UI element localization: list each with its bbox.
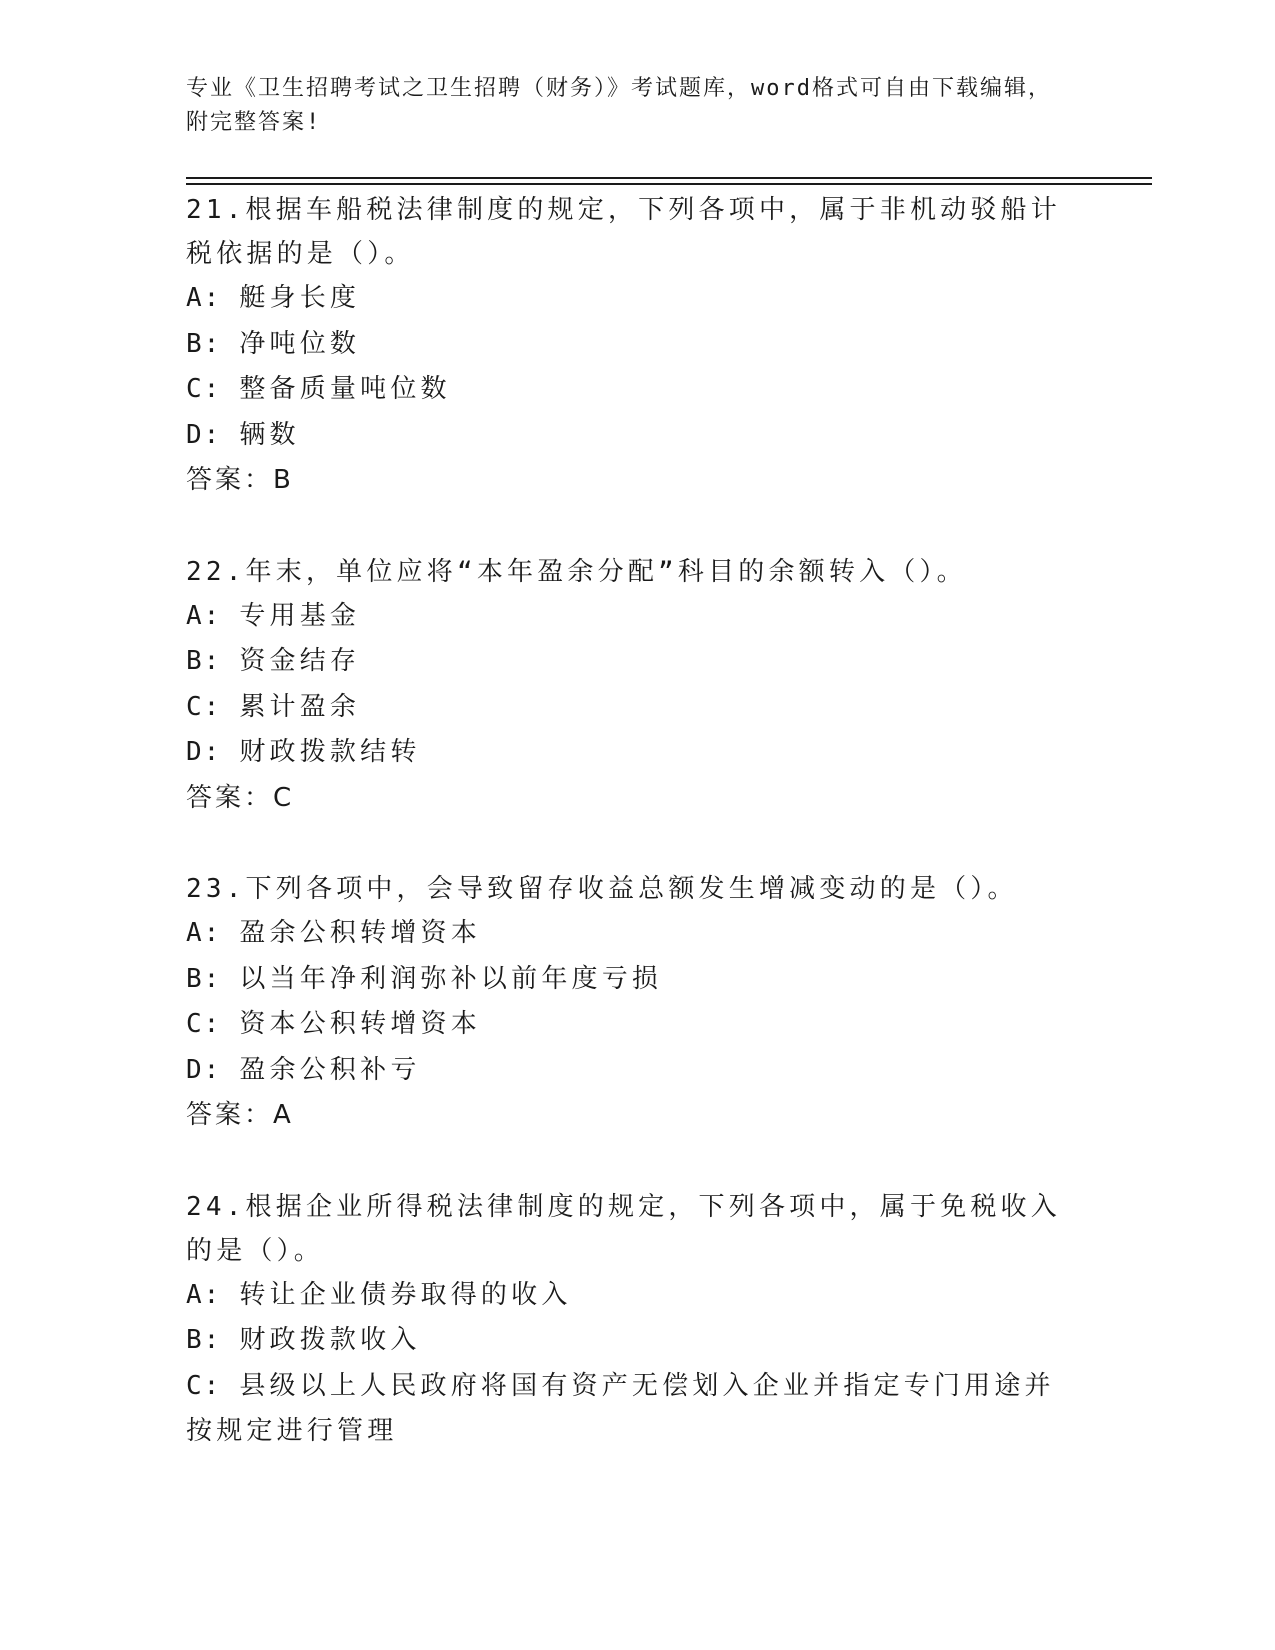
option-key: C: [186,374,222,404]
answer-line: 答案：B [186,465,294,495]
option-key: B: [186,963,222,994]
option-key: C: [186,1009,222,1039]
option-b [186,1318,1066,1364]
option-c [186,367,1066,413]
option-key: B: [186,328,222,359]
header-rule-bottom [186,183,1152,185]
option-text: 专用基金 [239,600,361,631]
option-text: 盈余公积补亏 [239,1054,421,1085]
option-key: D: [186,737,222,767]
option-key: B: [186,646,222,676]
question-21 [186,188,1066,504]
option-c [186,1364,1066,1455]
option-text: 财政拨款收入 [239,1325,421,1355]
option-text: 艇身长度 [239,283,361,313]
option-b [186,957,1066,1003]
question-list [186,188,1066,1501]
option-d [186,413,1066,459]
option-a [186,1273,1066,1319]
option-d [186,730,1066,776]
option-b [186,322,1066,368]
question-23 [186,867,1066,1139]
option-key: A: [186,918,222,948]
question-24 [186,1185,1066,1455]
option-key: C: [186,1370,222,1401]
option-key: A: [186,1279,222,1310]
question-22 [186,550,1066,822]
option-key: A: [186,600,222,631]
document-header: 专业《卫生招聘考试之卫生招聘（财务）》考试题库，word格式可自由下载编辑，附完整答案! [186,76,1052,135]
option-text: 盈余公积转增资本 [239,918,481,948]
option-key: A: [186,283,222,313]
option-text: 县级以上人民政府将国有资产无偿划入企业并指定专门用途并按规定进行管理 [186,1370,1055,1446]
option-a [186,276,1066,322]
option-a [186,594,1066,640]
option-b [186,639,1066,685]
question-stem: 23.下列各项中，会导致留存收益总额发生增减变动的是（）。 [186,874,1018,904]
option-a [186,911,1066,957]
option-text: 整备质量吨位数 [239,374,451,404]
option-key: C: [186,691,222,722]
option-text: 净吨位数 [239,328,361,359]
option-text: 财政拨款结转 [239,737,421,767]
option-c [186,685,1066,731]
option-text: 转让企业债券取得的收入 [239,1279,572,1310]
option-d [186,1048,1066,1094]
option-key: D: [186,419,222,450]
option-text: 辆数 [239,419,300,450]
question-stem: 24.根据企业所得税法律制度的规定，下列各项中，属于免税收入的是（）。 [186,1191,1061,1266]
option-text: 资本公积转增资本 [239,1009,481,1039]
option-text: 资金结存 [239,646,361,676]
option-key: B: [186,1325,222,1355]
answer-line: 答案：C [186,782,295,813]
option-text: 累计盈余 [239,691,361,722]
option-key: D: [186,1054,222,1085]
option-text: 以当年净利润弥补以前年度亏损 [239,963,663,994]
header-rule-top [186,177,1152,179]
question-stem: 21.根据车船税法律制度的规定，下列各项中，属于非机动驳船计税依据的是（）。 [186,195,1061,269]
option-c [186,1002,1066,1048]
answer-line: 答案：A [186,1100,294,1130]
question-stem: 22.年末，单位应将“本年盈余分配”科目的余额转入（）。 [186,556,967,587]
